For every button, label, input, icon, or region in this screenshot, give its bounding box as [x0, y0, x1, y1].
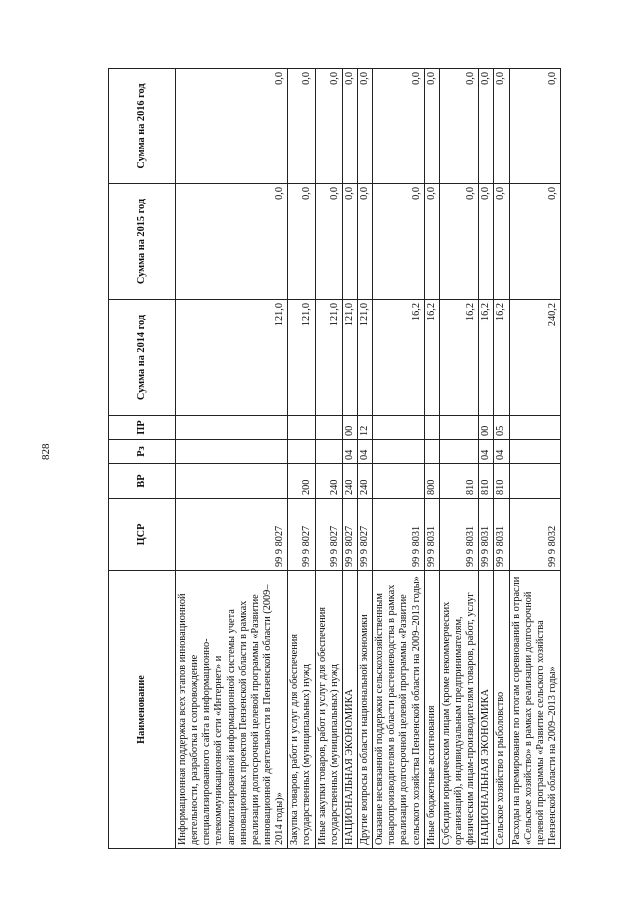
cell-rz: [439, 440, 478, 464]
header-csr: ЦСР: [109, 499, 176, 571]
cell-rz: [509, 440, 561, 464]
cell-rz: 04: [479, 440, 494, 464]
header-sum-2014: Сумма на 2014 год: [109, 300, 176, 416]
cell-name: Расходы на премирование по итогам соревнований в отрасли «Сельское хозяйство» в рамках реализации долгосрочной целевой программы «Развитие сельского хозяйства Пензенской области на 2009–2013 годы»: [509, 571, 561, 849]
cell-sum-2015: 0,0: [509, 184, 561, 300]
cell-vr: 240: [357, 464, 372, 499]
cell-vr: 800: [424, 464, 439, 499]
header-sum-2016: Сумма на 2016 год: [109, 69, 176, 184]
cell-csr: 99 9 8027: [342, 499, 357, 571]
cell-vr: [176, 464, 288, 499]
cell-sum-2014: 121,0: [357, 300, 372, 416]
table-row: [479, 69, 494, 849]
cell-pr: [424, 416, 439, 440]
cell-csr: 99 9 8027: [176, 499, 288, 571]
cell-vr: 200: [288, 464, 315, 499]
cell-vr: 810: [494, 464, 509, 499]
cell-rz: [176, 440, 288, 464]
cell-sum-2016: 0,0: [439, 69, 478, 184]
cell-sum-2014: 121,0: [288, 300, 315, 416]
cell-sum-2014: 16,2: [479, 300, 494, 416]
cell-sum-2015: 0,0: [373, 184, 425, 300]
cell-csr: 99 9 8031: [494, 499, 509, 571]
cell-rz: [424, 440, 439, 464]
table-row: [357, 69, 372, 849]
cell-sum-2016: 0,0: [288, 69, 315, 184]
cell-rz: 04: [494, 440, 509, 464]
cell-sum-2014: 121,0: [315, 300, 342, 416]
cell-sum-2015: 0,0: [439, 184, 478, 300]
cell-sum-2014: 121,0: [176, 300, 288, 416]
cell-pr: 00: [479, 416, 494, 440]
table-row: [424, 69, 439, 849]
cell-pr: [439, 416, 478, 440]
cell-sum-2014: 16,2: [424, 300, 439, 416]
cell-sum-2015: 0,0: [357, 184, 372, 300]
cell-sum-2016: 0,0: [357, 69, 372, 184]
cell-sum-2016: 0,0: [373, 69, 425, 184]
cell-vr: 240: [342, 464, 357, 499]
cell-sum-2015: 0,0: [176, 184, 288, 300]
table-row: [342, 69, 357, 849]
cell-name: НАЦИОНАЛЬНАЯ ЭКОНОМИКА: [342, 571, 357, 849]
cell-sum-2015: 0,0: [479, 184, 494, 300]
cell-sum-2014: 16,2: [373, 300, 425, 416]
cell-sum-2015: 0,0: [342, 184, 357, 300]
cell-sum-2016: 0,0: [509, 69, 561, 184]
cell-name: Иные закупки товаров, работ и услуг для обеспечения государственных (муниципальных) нужд: [315, 571, 342, 849]
header-name: Наименование: [109, 571, 176, 849]
table-row: [373, 69, 425, 849]
cell-pr: [176, 416, 288, 440]
cell-pr: 12: [357, 416, 372, 440]
cell-rz: 04: [342, 440, 357, 464]
cell-vr: 810: [439, 464, 478, 499]
cell-rz: [373, 440, 425, 464]
cell-pr: [373, 416, 425, 440]
cell-csr: 99 9 8031: [439, 499, 478, 571]
cell-csr: 99 9 8027: [315, 499, 342, 571]
budget-table: [108, 68, 561, 849]
cell-rz: [288, 440, 315, 464]
cell-sum-2015: 0,0: [424, 184, 439, 300]
cell-sum-2016: 0,0: [494, 69, 509, 184]
page-number: 828: [40, 443, 52, 460]
cell-sum-2015: 0,0: [288, 184, 315, 300]
cell-pr: 05: [494, 416, 509, 440]
cell-csr: 99 9 8031: [479, 499, 494, 571]
cell-vr: [373, 464, 425, 499]
header-rz: Рз: [109, 440, 176, 464]
cell-name: Сельское хозяйство и рыболовство: [494, 571, 509, 849]
cell-vr: [509, 464, 561, 499]
table-row: [494, 69, 509, 849]
cell-csr: 99 9 8031: [424, 499, 439, 571]
cell-sum-2016: 0,0: [424, 69, 439, 184]
cell-sum-2016: 0,0: [315, 69, 342, 184]
cell-sum-2014: 240,2: [509, 300, 561, 416]
cell-name: Оказание несвязанной поддержки сельскохозяйственным товаропроизводителям в области растениеводства в рамках реализации долгосрочной целевой программы «Развитие сельского хозяйства Пензенской области на 2009–2013 годы»: [373, 571, 425, 849]
rotated-table-container: [108, 69, 558, 849]
cell-sum-2016: 0,0: [176, 69, 288, 184]
cell-pr: 00: [342, 416, 357, 440]
cell-name: НАЦИОНАЛЬНАЯ ЭКОНОМИКА: [479, 571, 494, 849]
header-row: [109, 69, 176, 849]
table-row: [509, 69, 561, 849]
table-row: [439, 69, 478, 849]
cell-csr: 99 9 8031: [373, 499, 425, 571]
header-sum-2015: Сумма на 2015 год: [109, 184, 176, 300]
cell-vr: 810: [479, 464, 494, 499]
cell-name: Иные бюджетные ассигнования: [424, 571, 439, 849]
cell-rz: 04: [357, 440, 372, 464]
cell-rz: [315, 440, 342, 464]
header-vr: ВР: [109, 464, 176, 499]
cell-sum-2015: 0,0: [494, 184, 509, 300]
cell-vr: 240: [315, 464, 342, 499]
cell-pr: [288, 416, 315, 440]
cell-sum-2016: 0,0: [342, 69, 357, 184]
cell-pr: [509, 416, 561, 440]
cell-name: Субсидии юридическим лицам (кроме некоммерческих организаций), индивидуальным предпринимателям, физическим лицам-производителям товаров, работ, услуг: [439, 571, 478, 849]
cell-name: Другие вопросы в области национальной экономики: [357, 571, 372, 849]
cell-csr: 99 9 8032: [509, 499, 561, 571]
cell-csr: 99 9 8027: [357, 499, 372, 571]
cell-sum-2014: 16,2: [494, 300, 509, 416]
cell-sum-2014: 16,2: [439, 300, 478, 416]
cell-sum-2016: 0,0: [479, 69, 494, 184]
table-row: [176, 69, 288, 849]
cell-sum-2015: 0,0: [315, 184, 342, 300]
table-row: [315, 69, 342, 849]
header-pr: ПР: [109, 416, 176, 440]
table-row: [288, 69, 315, 849]
cell-sum-2014: 121,0: [342, 300, 357, 416]
cell-name: Информационная поддержка всех этапов инновационной деятельности, разработка и сопровождение специализированного сайта в информационно-телекоммуникационной сети «Интернет» и автоматизированной информационной системы учета инновационных проектов Пензенской области в рамках реализации долгосрочной целевой программы «Развитие инновационной деятельности в Пензенской области (2009–2014 годы)»: [176, 571, 288, 849]
cell-pr: [315, 416, 342, 440]
cell-csr: 99 9 8027: [288, 499, 315, 571]
cell-name: Закупка товаров, работ и услуг для обеспечения государственных (муниципальных) нужд: [288, 571, 315, 849]
